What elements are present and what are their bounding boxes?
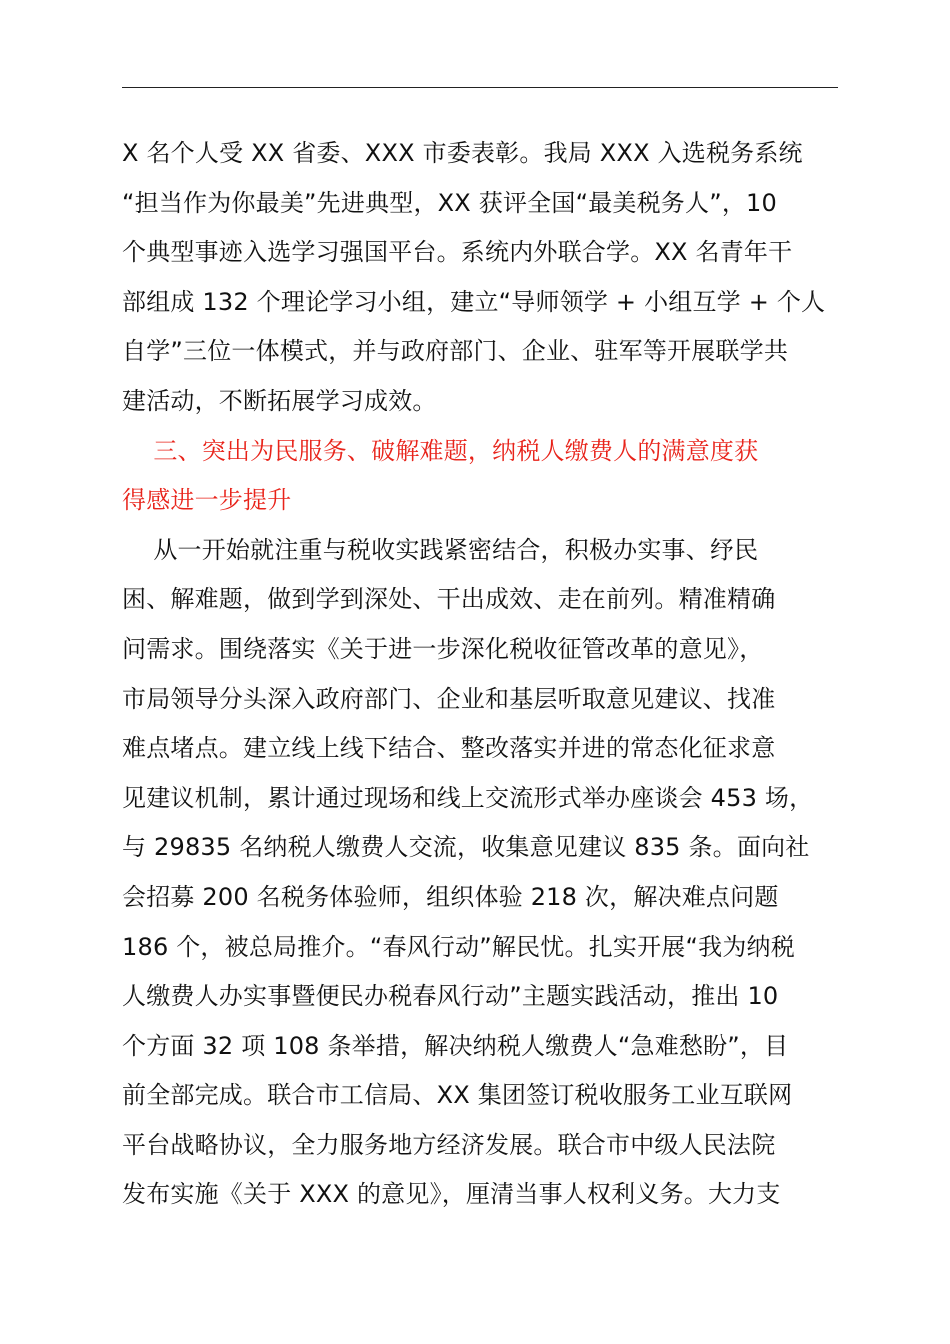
section-heading-line: 三、突出为民服务、破解难题，纳税人缴费人的满意度获 [122,436,759,465]
paragraph-line: 见建议机制，累计通过现场和线上交流形式举办座谈会 453 场， [122,783,814,812]
paragraph-line: 从一开始就注重与税收实践紧密结合，积极办实事、纾民 [122,535,759,564]
paragraph-line: 会招募 200 名税务体验师，组织体验 218 次，解决难点问题 [122,882,779,911]
paragraph-line: 发布实施《关于 XXX 的意见》，厘清当事人权利义务。大力支 [122,1180,781,1209]
paragraph-line: 困、解难题，做到学到深处、干出成效、走在前列。精准精确 [122,585,776,614]
section-heading-line: 得感进一步提升 [122,486,292,515]
paragraph-line: 难点堵点。建立线上线下结合、整改落实并进的常态化征求意 [122,734,776,763]
paragraph-line: 与 29835 名纳税人缴费人交流，收集意见建议 835 条。面向社 [122,833,810,862]
paragraph-line: 平台战略协议，全力服务地方经济发展。联合市中级人民法院 [122,1130,776,1159]
paragraph-line: 人缴费人办实事暨便民办税春风行动”主题实践活动，推出 10 [122,982,779,1011]
paragraph-line: 部组成 132 个理论学习小组，建立“导师领学 + 小组互学 + 个人 [122,287,826,316]
paragraph-line: 个方面 32 项 108 条举措，解决纳税人缴费人“急难愁盼”，目 [122,1031,789,1060]
paragraph-line: 市局领导分头深入政府部门、企业和基层听取意见建议、找准 [122,684,776,713]
paragraph-line: “担当作为你最美”先进典型，XX 获评全国“最美税务人”，10 [122,188,777,217]
document-body [122,129,862,1220]
paragraph-line: 自学”三位一体模式，并与政府部门、企业、驻军等开展联学共 [122,337,789,366]
header-rule [122,87,838,88]
paragraph-line: X 名个人受 XX 省委、XXX 市委表彰。我局 XXX 入选税务系统 [122,139,803,167]
paragraph-line: 建活动，不断拓展学习成效。 [122,386,437,415]
paragraph-line: 186 个，被总局推介。“春风行动”解民忧。扎实开展“我为纳税 [122,932,795,961]
paragraph-line: 前全部完成。联合市工信局、XX 集团签订税收服务工业互联网 [122,1081,793,1110]
paragraph-line: 个典型事迹入选学习强国平台。系统内外联合学。XX 名青年干 [122,238,793,267]
paragraph-line: 问需求。围绕落实《关于进一步深化税收征管改革的意见》， [122,634,764,663]
